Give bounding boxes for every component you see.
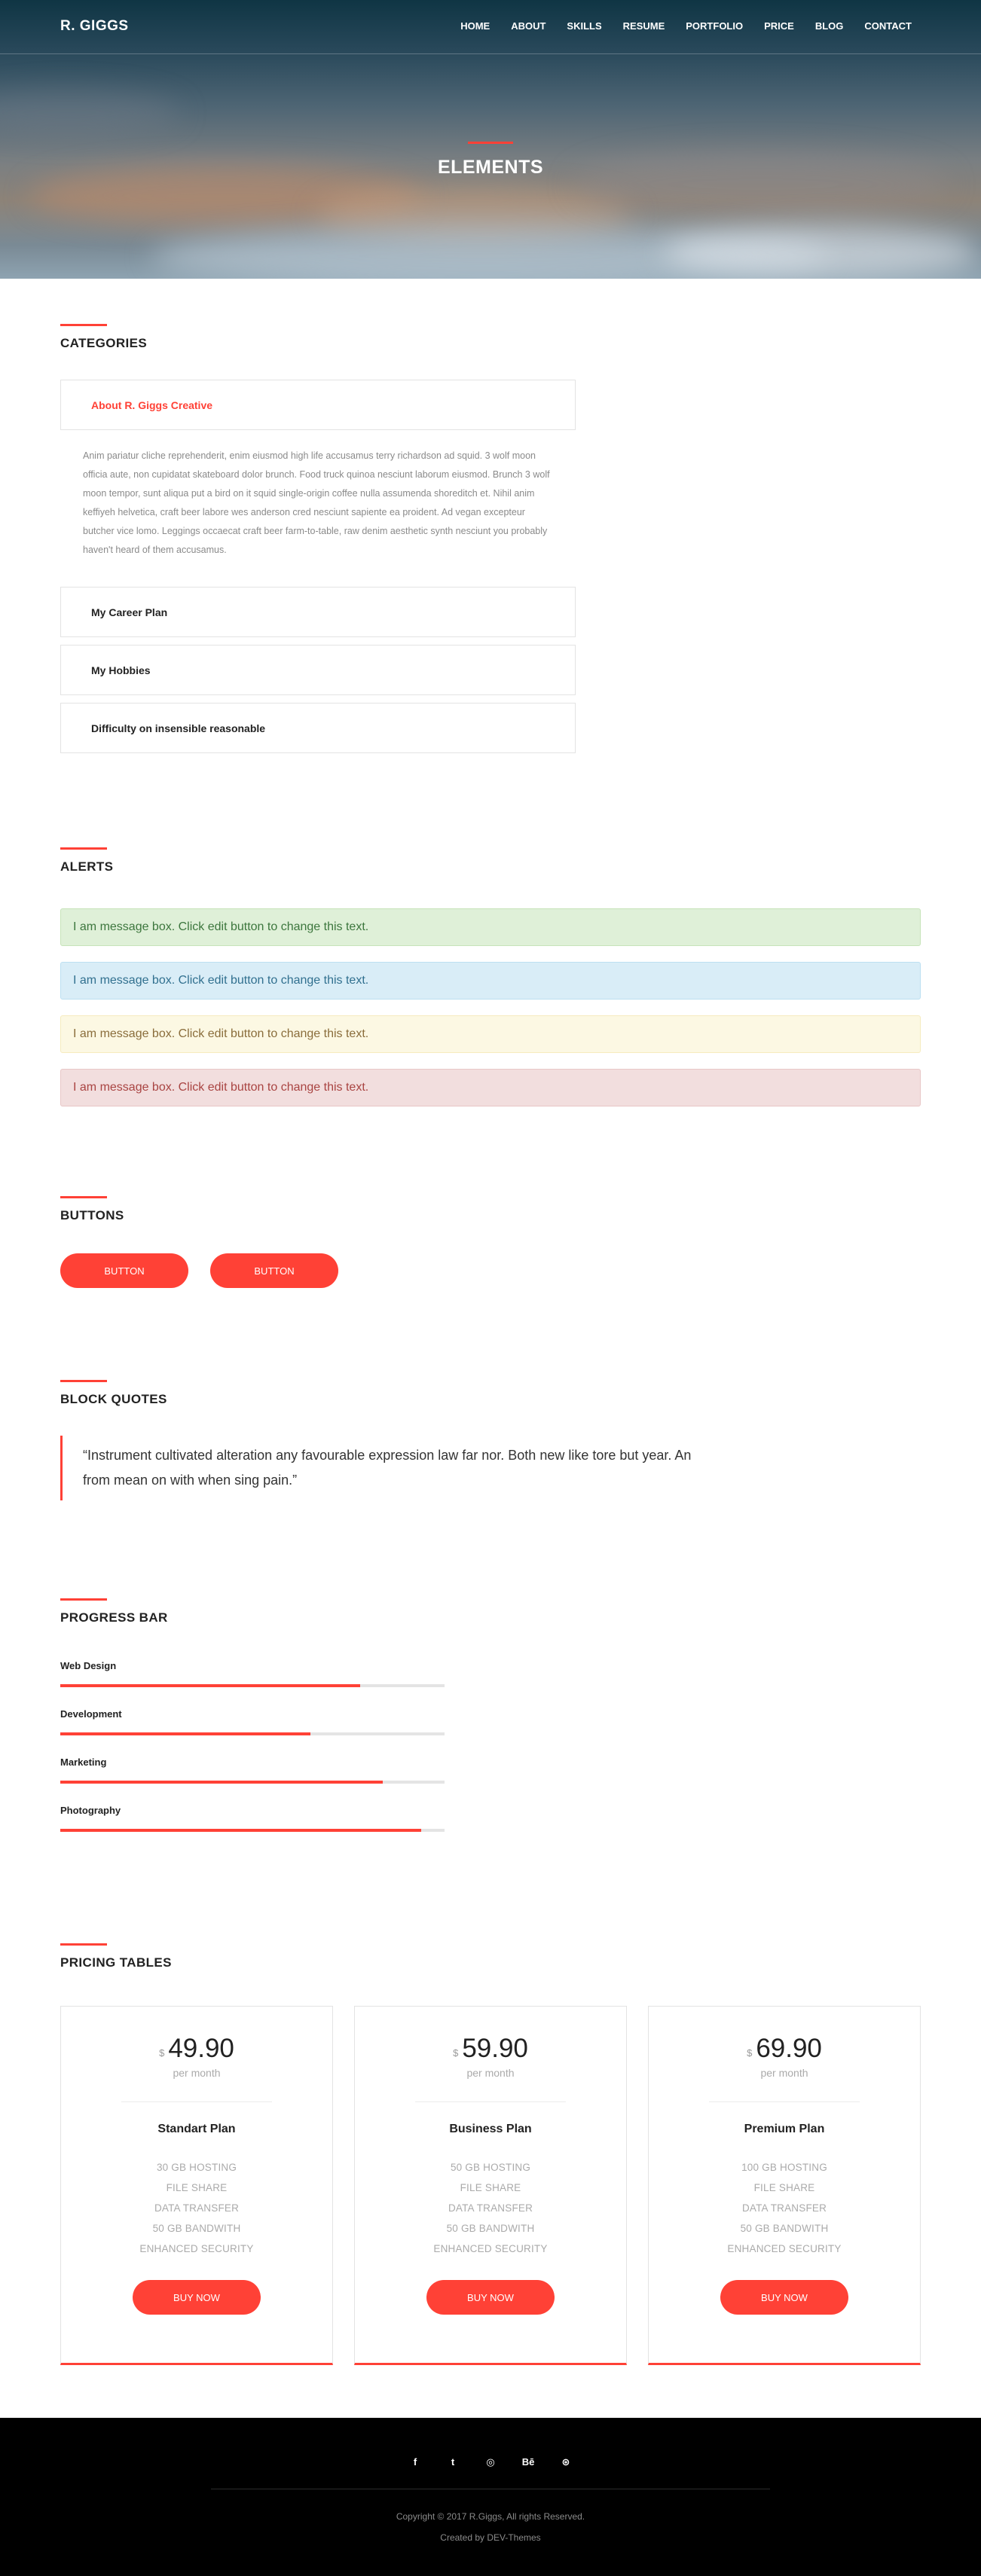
progress-label: Marketing <box>60 1757 107 1768</box>
section-accent-line <box>60 1943 107 1946</box>
feature-item: FILE SHARE <box>460 2182 521 2193</box>
hero-banner <box>0 0 981 279</box>
buy-now-button[interactable]: BUY NOW <box>426 2280 555 2315</box>
nav-price[interactable]: PRICE <box>764 20 794 32</box>
quotes-section <box>0 1380 708 1500</box>
section-accent-line <box>60 1598 107 1601</box>
section-title: ALERTS <box>60 859 114 874</box>
price-currency: $ <box>453 2047 459 2059</box>
progress-track <box>60 1781 445 1784</box>
facebook-icon[interactable]: f <box>413 2456 417 2468</box>
twitter-icon[interactable]: t <box>451 2456 455 2468</box>
buy-now-button[interactable]: BUY NOW <box>133 2280 261 2315</box>
section-title: CATEGORIES <box>60 336 148 350</box>
progress-section <box>0 1598 445 1832</box>
section-title: BLOCK QUOTES <box>60 1392 167 1406</box>
progress-track <box>60 1829 445 1832</box>
category-career[interactable]: My Career Plan <box>60 587 576 637</box>
price-period: per month <box>466 2067 515 2079</box>
nav-blog[interactable]: BLOG <box>814 20 844 32</box>
alert-success: I am message box. Click edit button to change this text. <box>60 908 921 946</box>
plan-name: Business Plan <box>449 2123 532 2135</box>
divider <box>121 2101 272 2102</box>
category-about-text: Anim pariatur cliche reprehenderit, enim eiusmod high life accusamus terry richardson ad squid. 3 wolf moon officia aute, non cupidatat skateboard dolor brunch. Food truck quinoa nesciunt laborum eiusmod. Brunch 3 wolf moon tempor, sunt aliqua put a bird on it squid single-origin coffee nulla assumenda shoreditch et. Nihil anim keffiyeh helvetica, craft beer labore wes anderson cred nesciunt sapiente ea proident. Ad vegan excepteur butcher vice lomo. Leggings occaecat craft beer farm-to-table, raw denim aesthetic synth nesciunt you probably haven't heard of them accusamus. <box>83 450 550 555</box>
feature-item: 100 GB HOSTING <box>741 2162 827 2173</box>
feature-item: DATA TRANSFER <box>741 2202 827 2214</box>
progress-label: Web Design <box>60 1660 117 1671</box>
pricing-section <box>0 1943 921 2365</box>
sample-button-2[interactable]: BUTTON <box>210 1253 338 1288</box>
progress-fill <box>60 1781 383 1784</box>
page-title: ELEMENTS <box>437 157 544 178</box>
price-currency: $ <box>159 2047 165 2059</box>
nav-contact[interactable]: CONTACT <box>864 20 912 32</box>
progress-label: Photography <box>60 1805 121 1816</box>
progress-track <box>60 1732 445 1735</box>
nav-resume[interactable]: RESUME <box>622 20 665 32</box>
progress-fill <box>60 1684 360 1687</box>
behance-icon[interactable]: Bē <box>521 2456 535 2468</box>
pricing-card-standart <box>60 2006 333 2365</box>
main-menu <box>439 20 912 32</box>
feature-item: FILE SHARE <box>753 2182 815 2193</box>
feature-item: 50 GB BANDWITH <box>446 2223 535 2234</box>
progress-item <box>60 1660 445 1687</box>
nav-skills[interactable]: SKILLS <box>567 20 602 32</box>
section-title: BUTTONS <box>60 1208 124 1222</box>
alert-danger: I am message box. Click edit button to change this text. <box>60 1069 921 1106</box>
progress-item <box>60 1757 445 1784</box>
instagram-icon[interactable]: ◎ <box>486 2456 495 2468</box>
feature-item: DATA TRANSFER <box>154 2202 240 2214</box>
progress-item <box>60 1708 445 1735</box>
alert-info: I am message box. Click edit button to change this text. <box>60 962 921 1000</box>
feature-item: 30 GB HOSTING <box>156 2162 237 2173</box>
section-accent-line <box>60 847 107 850</box>
copyright-text: Copyright © 2017 R.Giggs, All rights Reserved. <box>396 2511 585 2522</box>
feature-item: 50 GB BANDWITH <box>740 2223 829 2234</box>
plan-name: Standart Plan <box>157 2123 236 2135</box>
category-difficulty[interactable]: Difficulty on insensible reasonable <box>60 703 576 753</box>
sample-button-1[interactable]: BUTTON <box>60 1253 188 1288</box>
section-accent-line <box>60 1196 107 1198</box>
price-currency: $ <box>747 2047 753 2059</box>
site-logo[interactable]: R. GIGGS <box>60 18 129 34</box>
progress-fill <box>60 1829 421 1832</box>
pricing-card-premium <box>648 2006 921 2365</box>
dribbble-icon[interactable]: ⊛ <box>561 2456 570 2468</box>
category-about[interactable]: About R. Giggs Creative <box>60 380 576 430</box>
nav-about[interactable]: ABOUT <box>511 20 546 32</box>
buy-now-button[interactable]: BUY NOW <box>720 2280 848 2315</box>
divider <box>415 2101 566 2102</box>
footer <box>0 2418 981 2576</box>
price-amount: 49.90 <box>168 2034 234 2063</box>
feature-item: ENHANCED SECURITY <box>433 2243 548 2254</box>
price-amount: 59.90 <box>462 2034 528 2063</box>
feature-item: ENHANCED SECURITY <box>727 2243 842 2254</box>
feature-item: FILE SHARE <box>166 2182 228 2193</box>
top-nav <box>0 0 981 54</box>
progress-item <box>60 1805 445 1832</box>
alert-warning: I am message box. Click edit button to change this text. <box>60 1015 921 1053</box>
created-by-text: Created by DEV-Themes <box>440 2532 541 2543</box>
section-title: PRICING TABLES <box>60 1955 172 1970</box>
price-period: per month <box>760 2067 808 2079</box>
section-accent-line <box>60 1380 107 1382</box>
plan-features <box>61 2157 332 2259</box>
category-hobbies[interactable]: My Hobbies <box>60 645 576 695</box>
feature-item: 50 GB HOSTING <box>450 2162 531 2173</box>
alerts-section <box>0 847 921 1122</box>
price-amount: 69.90 <box>756 2034 822 2063</box>
hero-accent-line <box>468 142 513 144</box>
progress-label: Development <box>60 1708 122 1720</box>
plan-name: Premium Plan <box>744 2123 825 2135</box>
plan-features <box>355 2157 626 2259</box>
price-period: per month <box>173 2067 221 2079</box>
feature-item: 50 GB BANDWITH <box>152 2223 241 2234</box>
divider <box>709 2101 860 2102</box>
nav-portfolio[interactable]: PORTFOLIO <box>686 20 744 32</box>
block-quote: “Instrument cultivated alteration any favourable expression law far nor. Both new like tore but year. An from mean on with when sing pain.” <box>60 1436 708 1500</box>
buttons-section <box>0 1196 338 1288</box>
categories-section <box>0 324 576 753</box>
plan-features <box>649 2157 920 2259</box>
feature-item: DATA TRANSFER <box>448 2202 533 2214</box>
section-title: PROGRESS BAR <box>60 1610 168 1625</box>
progress-fill <box>60 1732 310 1735</box>
feature-item: ENHANCED SECURITY <box>139 2243 254 2254</box>
social-links <box>0 2456 981 2468</box>
pricing-card-business <box>354 2006 627 2365</box>
section-accent-line <box>60 324 107 326</box>
nav-home[interactable]: HOME <box>460 20 490 32</box>
progress-track <box>60 1684 445 1687</box>
